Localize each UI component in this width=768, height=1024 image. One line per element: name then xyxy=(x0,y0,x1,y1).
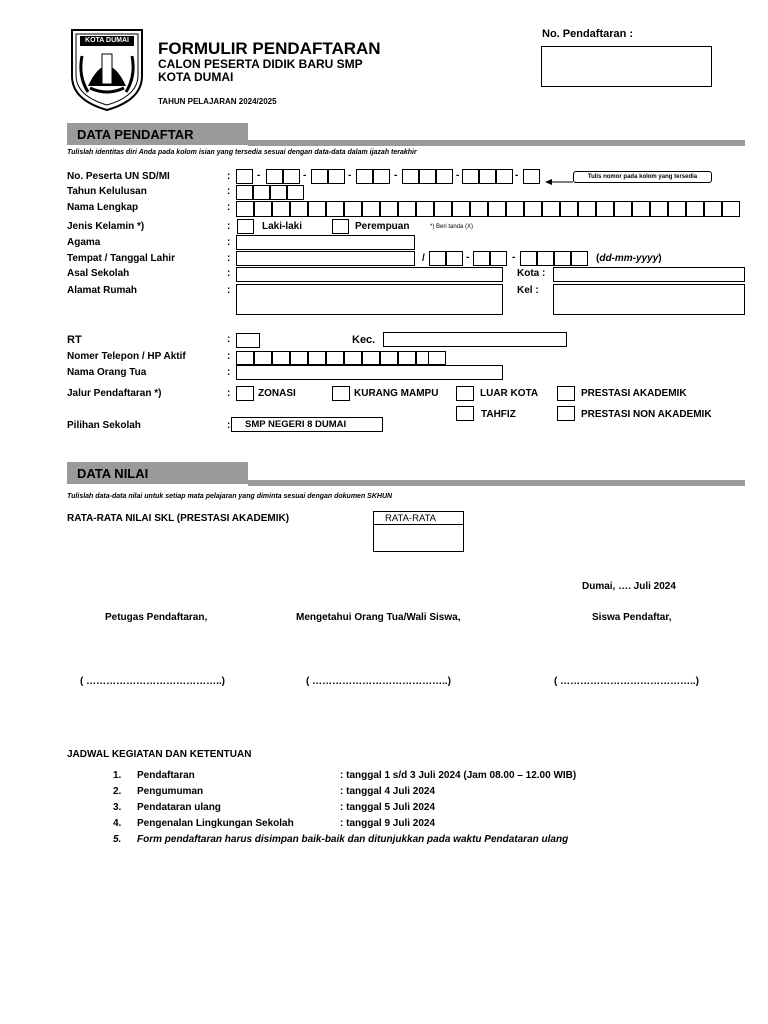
academic-year: TAHUN PELAJARAN 2024/2025 xyxy=(158,97,277,106)
checkbox-prestasi-non-akademik[interactable] xyxy=(557,406,575,421)
date-cell[interactable] xyxy=(554,251,571,266)
checkbox-prestasi-akademik[interactable] xyxy=(557,386,575,401)
colon: : xyxy=(227,221,231,232)
digit-cell[interactable] xyxy=(283,169,300,184)
agama-field[interactable] xyxy=(236,235,415,250)
checkbox-female[interactable] xyxy=(332,219,349,234)
kota-field[interactable] xyxy=(553,267,745,282)
label-kota: Kota : xyxy=(517,268,546,279)
label-kel: Kel : xyxy=(517,285,539,296)
letter-cell[interactable] xyxy=(434,201,452,217)
digit-cell[interactable] xyxy=(236,169,253,184)
dash: - xyxy=(303,170,307,181)
schedule-value: : tanggal 5 Juli 2024 xyxy=(340,802,436,813)
phone-cell[interactable] xyxy=(236,351,254,365)
phone-cell[interactable] xyxy=(344,351,362,365)
label-luar-kota: LUAR KOTA xyxy=(480,388,539,399)
letter-cell[interactable] xyxy=(380,201,398,217)
label-jalur: Jalur Pendaftaran *) xyxy=(67,388,162,399)
dash: - xyxy=(394,170,398,181)
schedule-label: Pengenalan Lingkungan Sekolah xyxy=(137,818,294,829)
digit-cell[interactable] xyxy=(523,169,540,184)
label-zonasi: ZONASI xyxy=(258,388,296,399)
place-date: Dumai, …. Juli 2024 xyxy=(582,581,676,592)
date-cell[interactable] xyxy=(473,251,490,266)
dash: - xyxy=(512,252,516,263)
label-ttl: Tempat / Tanggal Lahir xyxy=(67,253,175,264)
colon: : xyxy=(227,420,231,431)
dash: - xyxy=(456,170,460,181)
letter-cell[interactable] xyxy=(272,201,290,217)
colon: : xyxy=(227,334,231,345)
rata-rata-header xyxy=(373,511,464,525)
dash: - xyxy=(257,170,261,181)
letter-cell[interactable] xyxy=(704,201,722,217)
arrow-icon xyxy=(545,173,573,191)
digit-cell[interactable] xyxy=(402,169,419,184)
gender-note: *) Beri tanda (X) xyxy=(430,224,474,230)
school-choice-box[interactable] xyxy=(231,417,383,432)
letter-cell[interactable] xyxy=(452,201,470,217)
arrow-note: Tulis nomor pada kolom yang tersedia xyxy=(573,171,712,183)
schedule-value: : tanggal 4 Juli 2024 xyxy=(340,786,436,797)
letter-cell[interactable] xyxy=(596,201,614,217)
checkbox-luar-kota[interactable] xyxy=(456,386,474,401)
date-cell[interactable] xyxy=(446,251,463,266)
digit-cell[interactable] xyxy=(436,169,453,184)
schedule-label: Pendataran ulang xyxy=(137,802,221,813)
letter-cell[interactable] xyxy=(722,201,740,217)
digit-cell[interactable] xyxy=(356,169,373,184)
label-prestasi-akademik: PRESTASI AKADEMIK xyxy=(581,388,687,399)
asal-sekolah-field[interactable] xyxy=(236,267,503,282)
digit-cell[interactable] xyxy=(496,169,513,184)
checkbox-male[interactable] xyxy=(237,219,254,234)
dash: - xyxy=(466,252,470,263)
schedule-label: Pengumuman xyxy=(137,786,204,797)
label-jenis-kelamin: Jenis Kelamin *) xyxy=(67,221,145,232)
colon: : xyxy=(227,388,231,399)
phone-cell[interactable] xyxy=(254,351,272,365)
label-prestasi-non-akademik: PRESTASI NON AKADEMIK xyxy=(581,409,712,420)
checkbox-zonasi[interactable] xyxy=(236,386,254,401)
letter-cell[interactable] xyxy=(542,201,560,217)
label-kurang-mampu: KURANG MAMPU xyxy=(354,388,439,399)
letter-cell[interactable] xyxy=(254,201,272,217)
sig-petugas-title: Petugas Pendaftaran, xyxy=(105,612,208,623)
schedule-num: 1. xyxy=(113,770,122,781)
letter-cell[interactable] xyxy=(686,201,704,217)
letter-cell[interactable] xyxy=(308,201,326,217)
letter-cell[interactable] xyxy=(506,201,524,217)
form-title: FORMULIR PENDAFTARAN xyxy=(158,39,381,58)
colon: : xyxy=(227,367,231,378)
year-cell[interactable] xyxy=(236,185,253,200)
phone-cell[interactable] xyxy=(428,351,446,365)
letter-cell[interactable] xyxy=(326,201,344,217)
label-tahun: Tahun Kelulusan xyxy=(67,186,147,197)
slash: / xyxy=(422,253,425,264)
letter-cell[interactable] xyxy=(416,201,434,217)
alamat-field[interactable] xyxy=(236,284,503,315)
label-nama: Nama Lengkap xyxy=(67,202,139,213)
date-format: dd-mm-yyyy xyxy=(599,253,659,264)
label-skl: RATA-RATA NILAI SKL (PRESTASI AKADEMIK) xyxy=(67,513,290,524)
colon: : xyxy=(227,171,231,182)
sig-ortu-line[interactable]: ( …………………………………..) xyxy=(306,676,451,687)
label-tahfiz: TAHFIZ xyxy=(481,409,516,420)
schedule-note-num: 5. xyxy=(113,834,122,845)
schedule-num: 2. xyxy=(113,786,122,797)
letter-cell[interactable] xyxy=(362,201,380,217)
rata-rata-label: RATA-RATA xyxy=(385,513,437,524)
letter-cell[interactable] xyxy=(668,201,686,217)
date-cell[interactable] xyxy=(571,251,588,266)
letter-cell[interactable] xyxy=(650,201,668,217)
date-cell[interactable] xyxy=(537,251,554,266)
schedule-title: JADWAL KEGIATAN DAN KETENTUAN xyxy=(67,749,252,760)
schedule-num: 4. xyxy=(113,818,122,829)
letter-cell[interactable] xyxy=(398,201,416,217)
tempat-lahir-field[interactable] xyxy=(236,251,415,266)
letter-cell[interactable] xyxy=(236,201,254,217)
letter-cell[interactable] xyxy=(578,201,596,217)
letter-cell[interactable] xyxy=(632,201,650,217)
colon: : xyxy=(227,268,231,279)
letter-cell[interactable] xyxy=(524,201,542,217)
label-ortu: Nama Orang Tua xyxy=(67,367,147,378)
label-rt: RT xyxy=(67,334,82,346)
rt-field[interactable] xyxy=(236,333,260,348)
checkbox-kurang-mampu[interactable] xyxy=(332,386,350,401)
kec-field[interactable] xyxy=(383,332,567,347)
phone-cell[interactable] xyxy=(290,351,308,365)
digit-cell[interactable] xyxy=(328,169,345,184)
colon: : xyxy=(227,237,231,248)
section-title: DATA NILAI xyxy=(77,466,149,481)
date-cell[interactable] xyxy=(490,251,507,266)
dash: - xyxy=(348,170,352,181)
rata-rata-value[interactable] xyxy=(373,524,464,552)
letter-cell[interactable] xyxy=(470,201,488,217)
phone-cell[interactable] xyxy=(272,351,290,365)
phone-cell[interactable] xyxy=(362,351,380,365)
colon: : xyxy=(227,186,231,197)
schedule-num: 3. xyxy=(113,802,122,813)
sig-siswa-line[interactable]: ( …………………………………..) xyxy=(554,676,699,687)
ortu-field[interactable] xyxy=(236,365,503,380)
checkbox-tahfiz[interactable] xyxy=(456,406,474,421)
digit-cell[interactable] xyxy=(462,169,479,184)
label-female: Perempuan xyxy=(355,221,410,232)
phone-cell[interactable] xyxy=(380,351,398,365)
section-data-pendaftar xyxy=(67,123,248,145)
phone-cell[interactable] xyxy=(308,351,326,365)
letter-cell[interactable] xyxy=(344,201,362,217)
section-title: DATA PENDAFTAR xyxy=(77,127,194,142)
date-format-hint: (dd-mm-yyyy) xyxy=(596,253,662,264)
digit-cell[interactable] xyxy=(373,169,390,184)
section-rule xyxy=(248,140,745,146)
colon: : xyxy=(227,253,231,264)
phone-cell[interactable] xyxy=(326,351,344,365)
year-cell[interactable] xyxy=(253,185,270,200)
schedule-label: Pendaftaran xyxy=(137,770,195,781)
schedule-note: Form pendaftaran harus disimpan baik-baik dan ditunjukkan pada waktu Pendataran ulang xyxy=(137,834,569,845)
digit-cell[interactable] xyxy=(266,169,283,184)
logo-text: KOTA DUMAI xyxy=(85,37,129,44)
label-alamat: Alamat Rumah xyxy=(67,285,138,296)
colon: : xyxy=(227,285,231,296)
phone-cell[interactable] xyxy=(398,351,416,365)
schedule-value: : tanggal 1 s/d 3 Juli 2024 (Jam 08.00 – 12.00 WIB) xyxy=(340,770,577,781)
reg-no-box[interactable] xyxy=(541,46,712,87)
digit-cell[interactable] xyxy=(479,169,496,184)
colon: : xyxy=(227,202,231,213)
colon: : xyxy=(227,351,231,362)
kota-dumai-logo xyxy=(68,26,146,112)
section2-instruction: Tulislah data-data nilai untuk setiap mata pelajaran yang diminta sesuai dengan dokumen SKHUN xyxy=(67,493,393,500)
year-cell[interactable] xyxy=(270,185,287,200)
sig-petugas-line[interactable]: ( …………………………………..) xyxy=(80,676,225,687)
label-asal: Asal Sekolah xyxy=(67,268,130,279)
letter-cell[interactable] xyxy=(560,201,578,217)
label-no-peserta: No. Peserta UN SD/MI xyxy=(67,171,170,182)
label-kec: Kec. xyxy=(352,334,376,346)
section1-instruction: Tulislah identitas diri Anda pada kolom isian yang tersedia sesuai dengan data-data dalam ijazah terakhir xyxy=(67,149,417,156)
letter-cell[interactable] xyxy=(290,201,308,217)
label-agama: Agama xyxy=(67,237,101,248)
date-cell[interactable] xyxy=(429,251,446,266)
label-male: Laki-laki xyxy=(262,221,303,232)
form-subtitle-1: CALON PESERTA DIDIK BARU SMP xyxy=(158,57,363,71)
dash: - xyxy=(515,170,519,181)
date-cell[interactable] xyxy=(520,251,537,266)
section-data-nilai xyxy=(67,462,248,484)
letter-cell[interactable] xyxy=(488,201,506,217)
digit-cell[interactable] xyxy=(419,169,436,184)
kel-field[interactable] xyxy=(553,284,745,315)
label-telp: Nomer Telepon / HP Aktif xyxy=(67,351,186,362)
year-cell[interactable] xyxy=(287,185,304,200)
sig-ortu-title: Mengetahui Orang Tua/Wali Siswa, xyxy=(296,612,461,623)
sig-siswa-title: Siswa Pendaftar, xyxy=(592,612,672,623)
schedule-value: : tanggal 9 Juli 2024 xyxy=(340,818,436,829)
digit-cell[interactable] xyxy=(311,169,328,184)
section-rule xyxy=(248,480,745,486)
form-subtitle-2: KOTA DUMAI xyxy=(158,70,234,84)
school-choice-value: SMP NEGERI 8 DUMAI xyxy=(245,419,347,430)
label-pilihan: Pilihan Sekolah xyxy=(67,420,141,431)
letter-cell[interactable] xyxy=(614,201,632,217)
reg-no-label: No. Pendaftaran : xyxy=(542,28,634,40)
